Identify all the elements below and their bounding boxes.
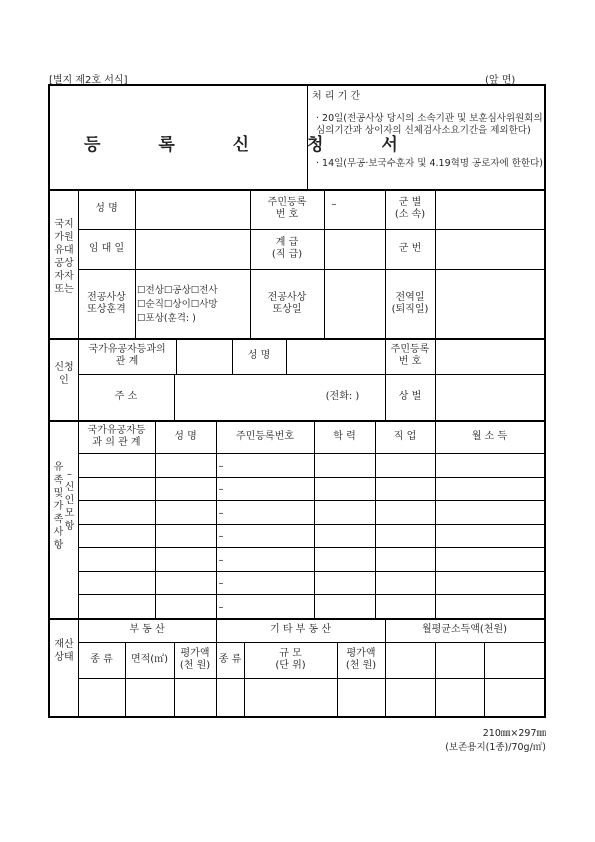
rank-label: 계 급 (직 급) xyxy=(271,237,303,260)
col-occupation: 직 업 xyxy=(393,430,417,442)
category-options-line2[interactable]: ☐순직☐상이☐사망 xyxy=(137,299,218,310)
category-options-line1[interactable]: ☐전상☐공상☐전사 xyxy=(137,285,218,296)
branch-label: 군 별 (소 속) xyxy=(394,197,426,220)
row6-resident-dash: – xyxy=(218,578,224,589)
processing-period-label: 처 리 기 간 xyxy=(312,91,361,102)
real-estate-header: 부 동 산 xyxy=(129,624,165,635)
phone-label: (전화: ) xyxy=(325,391,360,402)
applicant-name-label: 성 명 xyxy=(95,203,118,214)
col-monthly-income: 월 소 득 xyxy=(471,430,508,442)
registration-form xyxy=(48,84,546,718)
real-estate-area-label: 면적(㎡) xyxy=(130,654,169,665)
real-estate-kind-label: 종 류 xyxy=(90,654,113,665)
row4-resident-dash: – xyxy=(218,531,224,542)
row1-resident-dash: – xyxy=(218,461,224,472)
page-side-label: (앞 면) xyxy=(485,75,516,86)
col-resident-number: 주민등록번호 xyxy=(236,430,294,442)
processing-note-14days: · 14일(무공·보국수훈자 및 4.19혁명 공로자에 한한다) xyxy=(316,158,543,169)
relation-label: 국가유공자등과의 관 계 xyxy=(88,344,166,367)
rewards-label: 상 벌 xyxy=(398,391,422,402)
form-number: [별지 제2호 서식] xyxy=(49,75,128,86)
form-title: 등 록 신 청 서 xyxy=(84,135,424,155)
col-education: 학 력 xyxy=(333,430,356,442)
paper-spec: (보존용지(1종)/70g/㎡) xyxy=(445,742,546,753)
paper-size: 210㎜×297㎜ xyxy=(482,728,546,739)
row7-resident-dash: – xyxy=(218,602,224,613)
section1-side-label: 국지가원유대공상자자또는 xyxy=(54,219,74,295)
applicant2-name-label: 성 명 xyxy=(247,350,271,361)
row3-resident-dash: – xyxy=(218,508,224,519)
other-kind-label: 종 류 xyxy=(218,654,242,665)
event-date-label: 전공사상 또상일 xyxy=(267,291,307,315)
processing-note-20days: · 20일(전공사상 당시의 소속기관 및 보훈심사위원회의 심의기간과 상이자의 신체검사소요기간을 제외한다) xyxy=(316,113,543,136)
enlistment-date-label: 임 대 일 xyxy=(88,243,125,254)
section4-side-label: 재산상태 xyxy=(54,639,74,663)
col-name: 성 명 xyxy=(174,430,197,442)
service-number-label: 군 번 xyxy=(398,243,422,254)
other-scale-label: 규 모 (단 위) xyxy=(275,648,306,671)
address-label: 주 소 xyxy=(114,391,138,402)
section3-side-label: 유 족 및 가 족 사 항 xyxy=(53,462,64,551)
other-value-label: 평가액 (천 원) xyxy=(345,648,377,671)
monthly-income-header: 월평균소득액(천원) xyxy=(421,624,508,635)
col-relation: 국가유공자등 과 의 관 계 xyxy=(87,424,146,448)
section2-side-label: 신청인 xyxy=(54,362,74,386)
category-options[interactable] xyxy=(137,284,249,326)
discharge-date-label: 전역일 (퇴직일) xyxy=(391,291,429,315)
resident-number-label: 주민등록 번 호 xyxy=(267,197,307,220)
category-options-line3[interactable]: ☐포상(훈격: ) xyxy=(137,313,196,324)
row2-resident-dash: – xyxy=(218,484,224,495)
category-label: 전공사상 또상훈격 xyxy=(87,291,126,315)
applicant2-resident-label: 주민등록 번 호 xyxy=(390,344,430,367)
resident-number-dash: – xyxy=(331,199,337,210)
real-estate-value-label: 평가액 (천 원) xyxy=(179,648,211,671)
other-real-estate-header: 기 타 부 동 산 xyxy=(269,624,331,635)
row5-resident-dash: – xyxy=(218,555,224,566)
section3-side-label-2: –신인모항 xyxy=(64,469,75,532)
